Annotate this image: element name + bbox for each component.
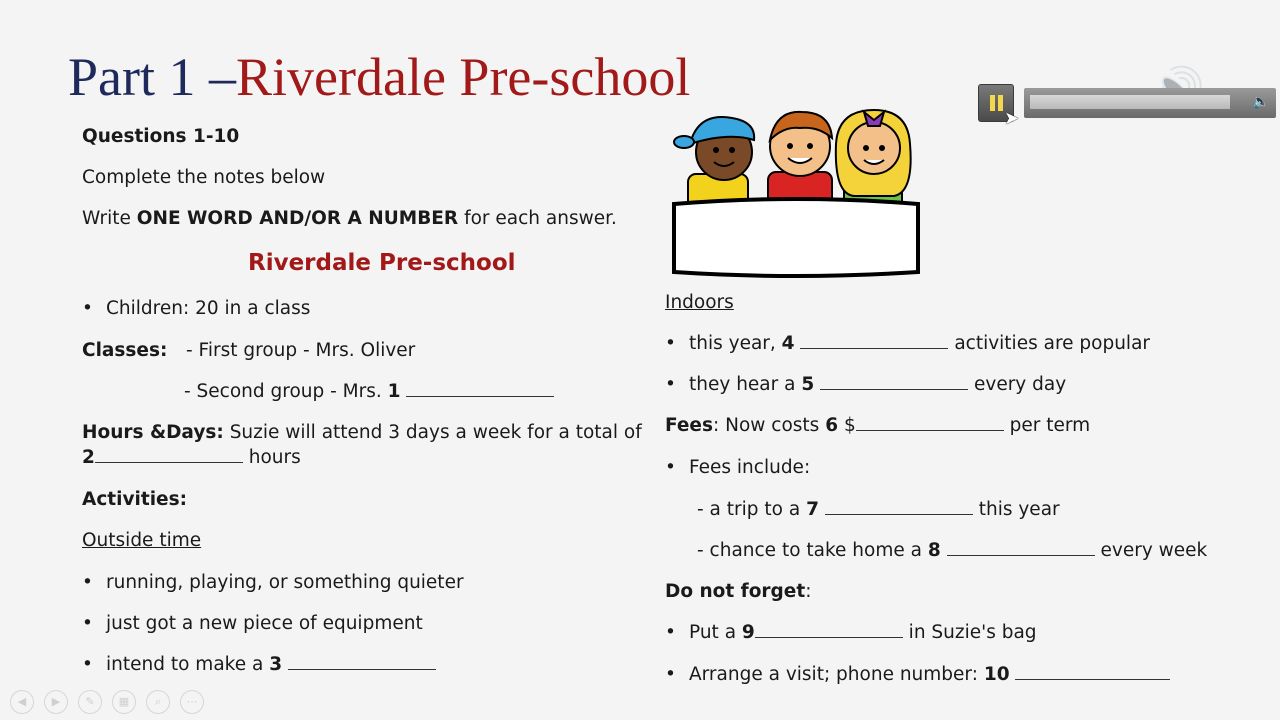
children-item: • Children: 20 in a class	[82, 298, 311, 319]
fees-include: • Fees include:	[665, 457, 811, 478]
trip-line: - a trip to a 7 this year	[697, 499, 1060, 520]
next-icon[interactable]: ▶	[44, 690, 68, 714]
answer-blank-7[interactable]	[825, 498, 973, 515]
audio-progress-track[interactable]	[1024, 88, 1276, 118]
indoors-item-1: • this year, 4 activities are popular	[665, 333, 1151, 354]
more-icon[interactable]: ⋯	[180, 690, 204, 714]
arrange-item: • Arrange a visit; phone number: 10	[665, 663, 1170, 687]
answer-blank-9[interactable]	[755, 621, 903, 638]
title-name: Riverdale Pre-school	[236, 47, 691, 107]
answer-blank-3[interactable]	[288, 653, 436, 670]
title-part: Part 1	[68, 47, 196, 107]
outside-item-2: • just got a new piece of equipment	[82, 613, 423, 634]
classes-label: Classes:	[82, 340, 168, 361]
blank-sign	[674, 199, 918, 276]
first-group: - First group - Mrs. Oliver	[186, 340, 416, 361]
questions-range: Questions 1-10	[82, 126, 240, 147]
hours-line: Hours &Days: Suzie will attend 3 days a week for a total of	[82, 422, 642, 443]
indoors-label: Indoors	[665, 292, 734, 313]
answer-blank-8[interactable]	[947, 539, 1095, 556]
chance-line: - chance to take home a 8 every week	[697, 540, 1208, 561]
prev-icon[interactable]: ◀	[10, 690, 34, 714]
instruction-1: Complete the notes below	[82, 167, 326, 188]
slides-icon[interactable]: ▦	[112, 690, 136, 714]
answer-blank-4[interactable]	[800, 332, 948, 349]
outside-item-1: • running, playing, or something quieter	[82, 572, 464, 593]
second-group: - Second group - Mrs. 1	[184, 380, 554, 404]
outside-item-3: • intend to make a 3	[82, 653, 436, 677]
pen-icon[interactable]: ✎	[78, 690, 102, 714]
indoors-item-2: • they hear a 5 every day	[665, 374, 1067, 395]
outside-time-label: Outside time	[82, 530, 202, 551]
answer-blank-10[interactable]	[1015, 663, 1170, 680]
activities-label: Activities:	[82, 489, 188, 510]
cap-brim	[674, 136, 694, 148]
title-dash: –	[195, 47, 236, 107]
answer-blank-5[interactable]	[820, 373, 968, 390]
audio-progress-bar[interactable]	[1030, 95, 1230, 109]
put-item: • Put a 9 in Suzie's bag	[665, 622, 1037, 643]
fees-line: Fees: Now costs 6 $ per term	[665, 415, 1091, 436]
kids-clipart	[668, 104, 924, 280]
slide-title	[68, 44, 690, 110]
mouse-cursor-icon: ➤	[1004, 108, 1020, 129]
notes-heading: Riverdale Pre-school	[248, 250, 516, 276]
hours-line-2: 2 hours	[82, 447, 301, 468]
do-not-forget: Do not forget:	[665, 581, 812, 602]
answer-blank-2[interactable]	[95, 446, 243, 463]
kid-right-face	[848, 122, 900, 174]
zoom-icon[interactable]: ⌕	[146, 690, 170, 714]
speaker-icon[interactable]: 🔈	[1252, 94, 1270, 110]
answer-blank-1[interactable]	[406, 380, 554, 397]
answer-blank-6[interactable]	[856, 414, 1004, 431]
instruction-2: Write ONE WORD AND/OR A NUMBER for each answer.	[82, 208, 617, 229]
